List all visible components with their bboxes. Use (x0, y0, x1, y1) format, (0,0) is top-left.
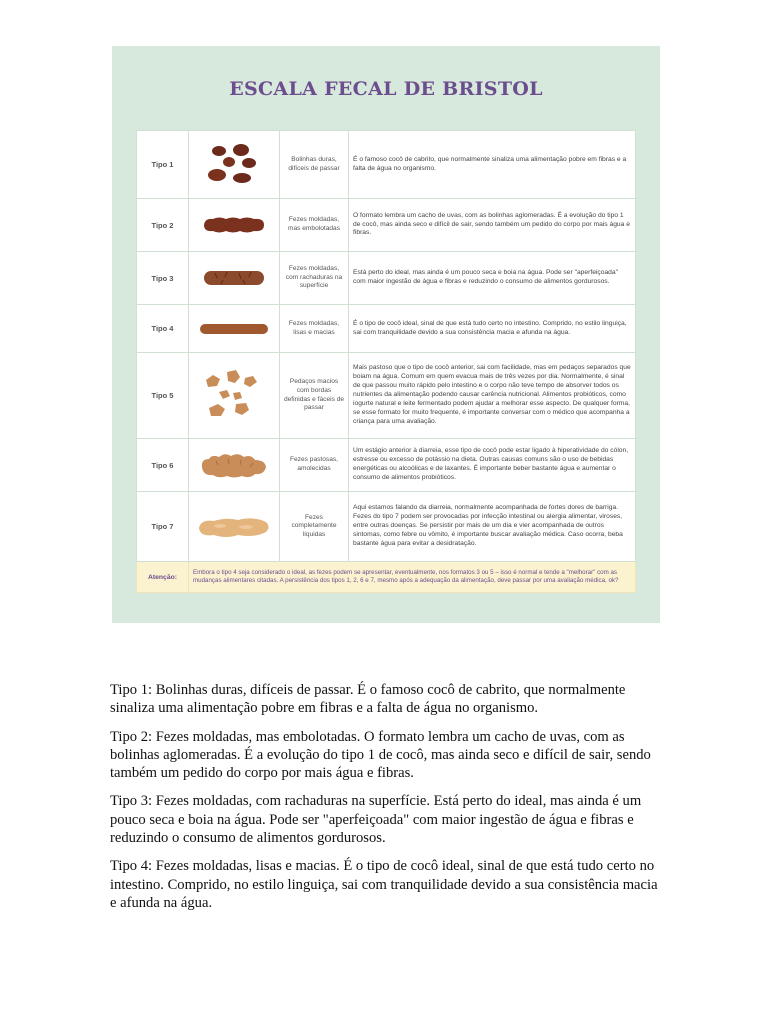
stool-type-7-illustration (189, 492, 280, 562)
type-name: Fezes completamente líquidas (280, 492, 349, 562)
type-description: O formato lembra um cacho de uvas, com as bolinhas aglomeradas. É a evolução do tipo 1 de cocô, mas ainda seco e difícil de sair, sendo também um pedido do corpo por mais água e fibras. (349, 199, 636, 252)
type-label: Tipo 6 (137, 439, 189, 492)
stool-type-5-illustration (189, 353, 280, 439)
type-name: Bolinhas duras, difíceis de passar (280, 131, 349, 199)
stool-type-2-illustration (189, 199, 280, 252)
type-label: Tipo 7 (137, 492, 189, 562)
type-description: É o tipo de cocô ideal, sinal de que está tudo certo no intestino. Comprido, no estilo linguiça, sai com tranquilidade devido a sua consistência macia e afunda na água. (349, 305, 636, 353)
paragraph-tipo-3: Tipo 3: Fezes moldadas, com rachaduras na superfície. Está perto do ideal, mas ainda é um pouco seca e boia na água. Pode ser "aperfeiçoada" com maior ingestão de água e fibras e reduzindo o consumo de alimentos gordurosos. (110, 793, 642, 847)
type-label: Tipo 3 (137, 252, 189, 305)
chart-title: ESCALA FECAL DE BRISTOL (229, 78, 543, 100)
stool-type-3-illustration (189, 252, 280, 305)
type-description: Mais pastoso que o tipo de cocô anterior, sai com facilidade, mas em pedaços separados que boiam na água. Comum em quem evacua mais de três vezes por dia. Normalmente, é sinal de que passou muito rápido pelo intestino e o corpo não teve tempo de absorver todos os nutrientes da alimentação podendo causar carência nutricional. Alimentos probióticos, como iogurte natural e leite fermentado podem ajudar a melhorar esse aspecto. De qualquer forma, se esse formato for muito frequente, é importante conversar com o médico que acompanha a criança para uma avaliação. (349, 353, 636, 439)
type-name: Fezes moldadas, com rachaduras na superfície (280, 252, 349, 305)
type-description: Aqui estamos falando da diarreia, normalmente acompanhada de fortes dores de barriga. Fezes do tipo 7 podem ser provocadas por infecção intestinal ou alergia alimentar, viroses, entre outras doenças. Se persistir por mais de um dia e vier acompanhada de outros sintomas, como febre ou vômito, é importante buscar avaliação médica. Caso ocorra, beba bastante água para evitar a desidratação. (349, 492, 636, 562)
type-name: Pedaços macios com bordas definidas e fáceis de passar (280, 353, 349, 439)
attention-label: Atenção: (137, 562, 189, 593)
paragraph-tipo-2: Tipo 2: Fezes moldadas, mas embolotadas. O formato lembra um cacho de uvas, com as bolinhas aglomeradas. É a evolução do tipo 1 de cocô, mas ainda seco e difícil de sair, sendo também um pedido do corpo por mais água e fibras. (110, 728, 651, 782)
type-description: Está perto do ideal, mas ainda é um pouco seca e boia na água. Pode ser "aperfeiçoada" com maior ingestão de água e fibras e reduzindo o consumo de alimentos gordurosos. (349, 252, 636, 305)
bristol-scale-table (136, 130, 636, 593)
table-row (137, 305, 636, 353)
stool-type-1-illustration (189, 131, 280, 199)
paragraph-tipo-4: Tipo 4: Fezes moldadas, lisas e macias. É o tipo de cocô ideal, sinal de que está tudo certo no intestino. Comprido, no estilo linguiça, sai com tranquilidade devido a sua consistência macia e afunda na água. (110, 858, 658, 911)
type-label: Tipo 1 (137, 131, 189, 199)
type-label: Tipo 2 (137, 199, 189, 252)
stool-type-6-illustration (189, 439, 280, 492)
type-name: Fezes moldadas, lisas e macias (280, 305, 349, 353)
type-label: Tipo 4 (137, 305, 189, 353)
attention-row (137, 562, 636, 593)
paragraph-tipo-1: Tipo 1: Bolinhas duras, difíceis de passar. É o famoso cocô de cabrito, que normalmente sinaliza uma alimentação pobre em fibras e a falta de água no organismo. (110, 682, 626, 717)
table-row (137, 252, 636, 305)
stool-type-4-illustration (189, 305, 280, 353)
table-row (137, 353, 636, 439)
table-row (137, 439, 636, 492)
attention-text: Embora o tipo 4 seja considerado o ideal, as fezes podem se apresentar, eventualmente, nos formatos 3 ou 5 – isso é normal e tende a "melhorar" com as mudanças alimentares citadas. A persistência dos tipos 1, 2, 6 e 7, mesmo após a adequação da alimentação, deve passar por uma avaliação médica, ok? (189, 562, 636, 593)
type-description: Um estágio anterior à diarreia, esse tipo de cocô pode estar ligado à hiperatividade do cólon, estresse ou excesso de potássio na dieta. Outras causas comuns são o uso de bebidas energéticas ou alcoólicas e de laxantes. É importante beber bastante água e aumentar o consumo de alimentos probióticos. (349, 439, 636, 492)
type-name: Fezes pastosas, amolecidas (280, 439, 349, 492)
table-row (137, 131, 636, 199)
body-text (110, 681, 658, 922)
table-row (137, 492, 636, 562)
type-label: Tipo 5 (137, 353, 189, 439)
type-name: Fezes moldadas, mas embolotadas (280, 199, 349, 252)
type-description: É o famoso cocô de cabrito, que normalmente sinaliza uma alimentação pobre em fibras e a falta de água no organismo. (349, 131, 636, 199)
table-row (137, 199, 636, 252)
